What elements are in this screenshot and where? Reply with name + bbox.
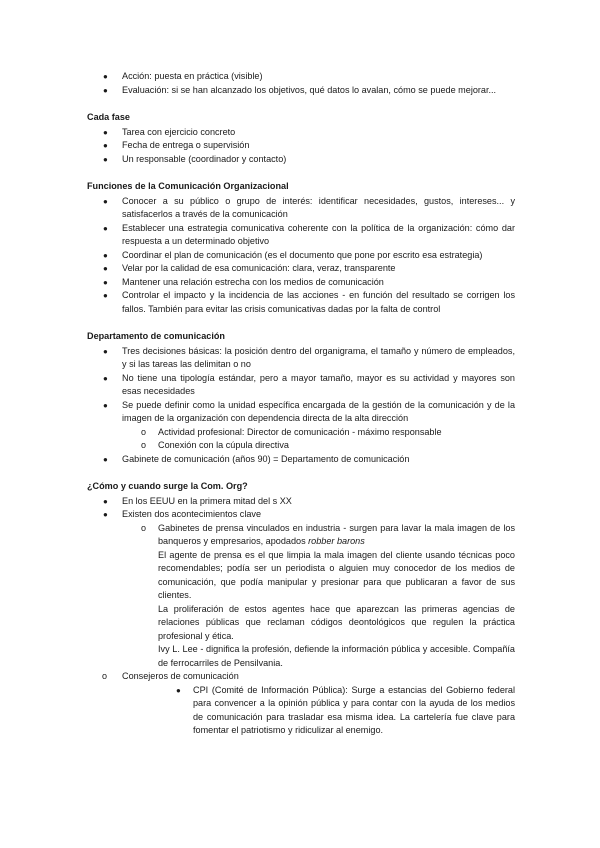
bullet-icon: [103, 289, 108, 303]
section-heading: Funciones de la Comunicación Organizacional: [87, 181, 289, 191]
list-item: ● No tiene una tipología estándar, pero a mayor tamaño, mayor es su actividad y mayores son esas necesidades: [87, 372, 515, 399]
list-item: ● Tres decisiones básicas: la posición dentro del organigrama, el tamaño y número de empleados, y si las tareas las delimitan o no: [87, 345, 515, 372]
fase-section: [87, 111, 515, 166]
departamento-list: [87, 345, 515, 467]
list-subitem: o Actividad profesional: Director de comunicación - máximo responsable: [87, 426, 515, 440]
bullet-icon: [103, 249, 108, 263]
list-item: ● Establecer una estrategia comunicativa coherente con la política de la organización: cómo dar respuesta a un determinado objetivo: [87, 222, 515, 249]
list-item: ● Existen dos acontecimientos clave: [87, 508, 515, 522]
circle-bullet-icon: [141, 522, 146, 536]
paragraph: El agente de prensa es el que limpia la mala imagen del cliente usando técnicas poco recomendables; podía ser un periodista o alguien muy conocedor de los medios de comunicación, que podía manipular y presionar para que publicaran a favor de sus clientes.: [158, 549, 515, 600]
section-heading: Departamento de comunicación: [87, 331, 225, 341]
bullet-icon: [176, 684, 181, 698]
bullet-icon: [103, 222, 108, 236]
consejeros-list: [87, 670, 515, 738]
fase-list: [87, 126, 515, 167]
list-item: ● Tarea con ejercicio concreto: [87, 126, 515, 140]
list-subitem: o Consejeros de comunicación: [87, 670, 515, 684]
bullet-icon: [103, 345, 108, 359]
list-item: ● Coordinar el plan de comunicación (es el documento que pone por escrito esa estrategia): [87, 249, 515, 263]
circle-bullet-icon: [141, 439, 146, 453]
list-item: ● Velar por la calidad de esa comunicación: clara, veraz, transparente: [87, 262, 515, 276]
list-item: ● Gabinete de comunicación (años 90) = Departamento de comunicación: [87, 453, 515, 467]
bullet-icon: [103, 276, 108, 290]
surge-section: [87, 480, 515, 738]
departamento-section: [87, 330, 515, 466]
list-subitem: o Gabinetes de prensa vinculados en industria - surgen para lavar la mala imagen de los banqueros y empresarios, apodados robber barons: [87, 522, 515, 549]
bullet-icon: [103, 195, 108, 209]
bullet-icon: [103, 508, 108, 522]
list-subitem: o Conexión con la cúpula directiva: [87, 439, 515, 453]
bullet-icon: [103, 139, 108, 153]
surge-list: [87, 495, 515, 549]
robber-barons-term: robber barons: [308, 536, 365, 546]
list-item: ● Se puede definir como la unidad específica encargada de la gestión de la comunicación y de la imagen de la organización con dependencia directa de la alta dirección: [87, 399, 515, 426]
funciones-section: [87, 180, 515, 316]
section-heading: ¿Cómo y cuando surge la Com. Org?: [87, 481, 248, 491]
intro-section: [87, 70, 515, 97]
list-subsubitem: ● CPI (Comité de Información Pública): Surge a estancias del Gobierno federal para convencer a la opinión pública y para contar con la ayuda de los medios de comunicación para trasladar esa misma idea. La cartelería fue clave para fomentar el patriotismo y ridiculizar al enemigo.: [87, 684, 515, 738]
circle-bullet-icon: [141, 426, 146, 440]
intro-list: [87, 70, 515, 97]
bullet-icon: [103, 453, 108, 467]
list-item: ● Evaluación: si se han alcanzado los objetivos, qué datos lo avalan, cómo se puede mejorar...: [87, 84, 515, 98]
document-content: [87, 70, 515, 738]
bullet-icon: [103, 495, 108, 509]
bullet-icon: [103, 399, 108, 413]
section-heading: Cada fase: [87, 112, 130, 122]
bullet-icon: [103, 126, 108, 140]
funciones-list: [87, 195, 515, 317]
circle-bullet-icon: [102, 670, 107, 684]
paragraph: La proliferación de estos agentes hace que aparezcan las primeras agencias de relaciones públicas que reclaman códigos deontológicos que regulen la práctica profesional y ética.: [158, 603, 515, 641]
list-item: ● Conocer a su público o grupo de interés: identificar necesidades, gustos, intereses... y satisfacerlos a través de la comunicación: [87, 195, 515, 222]
list-item: ● Acción: puesta en práctica (visible): [87, 70, 515, 84]
bullet-icon: [103, 372, 108, 386]
bullet-icon: [103, 153, 108, 167]
bullet-icon: [103, 70, 108, 84]
paragraph: Ivy L. Lee - dignifica la profesión, defiende la información pública y accesible. Compañía de ferrocarriles de Pensilvania.: [158, 644, 515, 668]
bullet-icon: [103, 84, 108, 98]
bullet-icon: [103, 262, 108, 276]
list-item: ● Mantener una relación estrecha con los medios de comunicación: [87, 276, 515, 290]
list-item: ● Un responsable (coordinador y contacto): [87, 153, 515, 167]
list-item: ● En los EEUU en la primera mitad del s XX: [87, 495, 515, 509]
list-item: ● Fecha de entrega o supervisión: [87, 139, 515, 153]
list-item: ● Controlar el impacto y la incidencia de las acciones - en función del resultado se corrigen los fallos. También para evitar las crisis comunicativas dadas por la falta de control: [87, 289, 515, 316]
